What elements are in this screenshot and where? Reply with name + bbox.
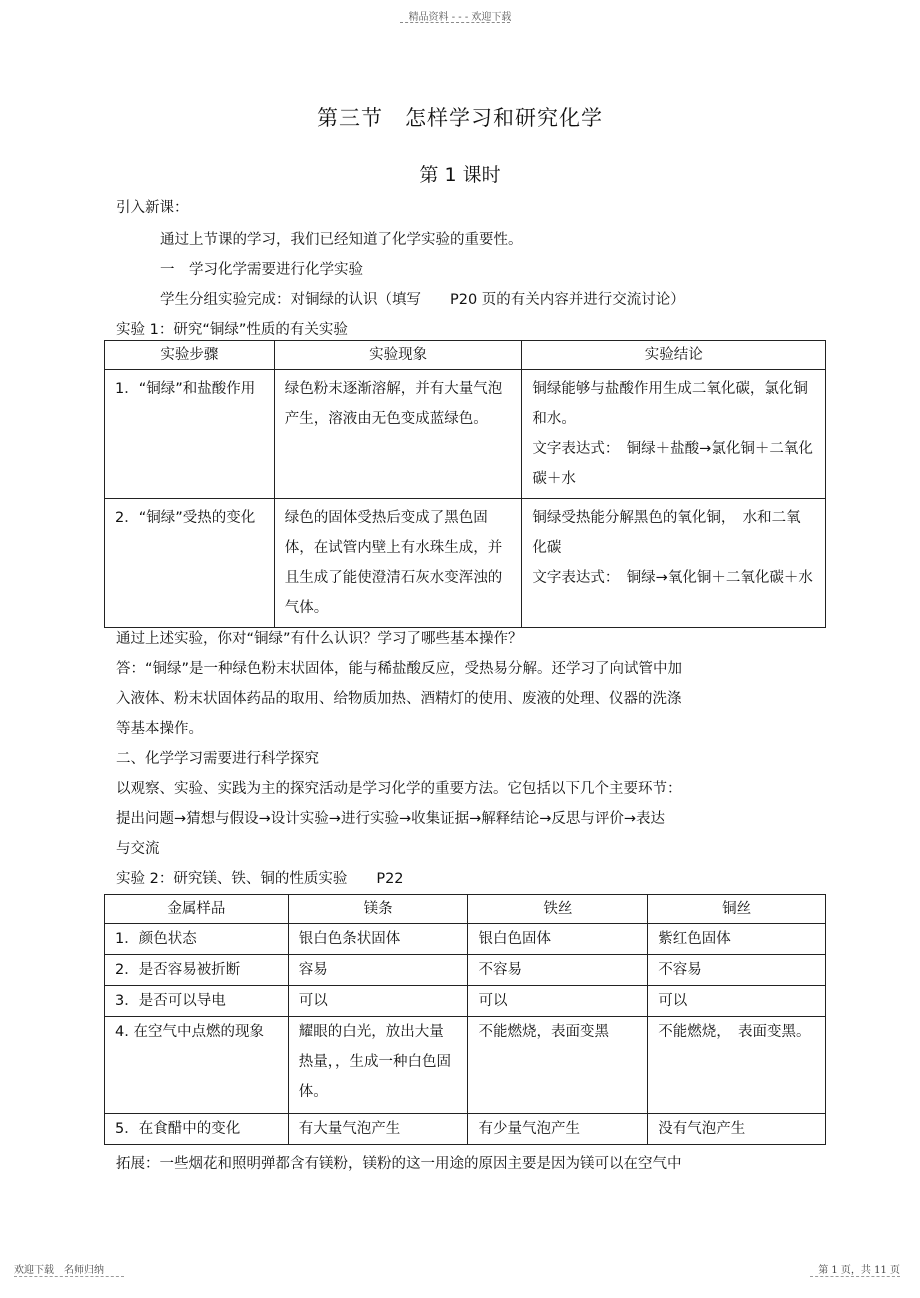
section-one-heading: 一 学习化学需要进行化学实验 [160,262,363,278]
table-header-row [105,895,826,924]
footer-divider-left [14,1276,124,1277]
table-cell: 不能燃烧，表面变黑 [468,1017,648,1114]
footer-left: 欢迎下载 名师归纳 [14,1265,104,1276]
table-row [105,1017,826,1114]
lesson-subtitle: 第 1 课时 [419,164,501,186]
column-header: 实验步骤 [105,341,275,370]
table-cell: 4. 在空气中点燃的现象 [105,1017,289,1114]
table-cell: 紫红色固体 [648,924,826,955]
column-header: 铁丝 [468,895,648,924]
answer-line-3: 等基本操作。 [116,721,203,737]
table-cell: 不容易 [648,955,826,986]
answer-line-2: 入液体、粉末状固体药品的取用、给物质加热、酒精灯的使用、废液的处理、仪器的洗涤 [116,691,682,707]
intro-label: 引入新课： [116,200,189,216]
table-cell: 有少量气泡产生 [468,1114,648,1145]
table-cell [522,370,826,499]
experiment-2-table [104,894,826,1145]
column-header: 金属样品 [105,895,289,924]
page-number: 第 1 页，共 11 页 [818,1265,900,1276]
word-equation: 文字表达式： 铜绿＋盐酸→氯化铜＋二氧化碳＋水 [532,441,813,487]
table-cell: 没有气泡产生 [648,1114,826,1145]
table-cell: 耀眼的白光，放出大量热量，，生成一种白色固体。 [288,1017,468,1114]
table-cell: 2．是否容易被折断 [105,955,289,986]
table-cell: 可以 [288,986,468,1017]
table-cell: 3．是否可以导电 [105,986,289,1017]
section-two-heading: 二、化学学习需要进行科学探究 [116,751,319,767]
table-row [105,924,826,955]
column-header: 镁条 [288,895,468,924]
column-header: 实验现象 [274,341,522,370]
experiment-1-caption: 实验 1：研究“铜绿”性质的有关实验 [116,322,348,338]
answer-line-1: 答：“铜绿”是一种绿色粉末状固体，能与稀盐酸反应，受热易分解。还学习了向试管中加 [116,661,683,677]
header-divider [400,22,510,23]
table-cell: 可以 [468,986,648,1017]
table-cell: 银白色条状固体 [288,924,468,955]
table-cell: 1．颜色状态 [105,924,289,955]
conclusion-text: 铜绿能够与盐酸作用生成二氧化碳，氯化铜和水。 [532,381,808,427]
table-cell: 绿色粉末逐渐溶解，并有大量气泡产生，溶液由无色变成蓝绿色。 [274,370,522,499]
header-banner: 精品资料 - - - 欢迎下载 [408,12,512,23]
table-cell [522,499,826,628]
table-cell: 不能燃烧， 表面变黑。 [648,1017,826,1114]
page-title: 第三节 怎样学习和研究化学 [317,106,603,130]
table-cell: 可以 [648,986,826,1017]
question-text: 通过上述实验，你对“铜绿”有什么认识？学习了哪些基本操作？ [116,631,523,647]
inquiry-steps: 提出问题→猜想与假设→设计实验→进行实验→收集证据→解释结论→反思与评价→表达 [116,811,666,827]
table-row [105,499,826,628]
conclusion-text: 铜绿受热能分解黑色的氧化铜， 水和二氧化碳 [532,510,801,556]
table-cell: 1．“铜绿”和盐酸作用 [105,370,275,499]
experiment-2-caption: 实验 2：研究镁、铁、铜的性质实验 P22 [116,871,404,887]
column-header: 铜丝 [648,895,826,924]
inquiry-intro: 以观察、实验、实践为主的探究活动是学习化学的重要方法。它包括以下几个主要环节： [116,781,682,797]
table-cell: 银白色固体 [468,924,648,955]
table-row [105,986,826,1017]
intro-text: 通过上节课的学习，我们已经知道了化学实验的重要性。 [160,232,523,248]
experiment-1-table [104,340,826,628]
inquiry-steps-cont: 与交流 [116,841,160,857]
column-header: 实验结论 [522,341,826,370]
table-row [105,955,826,986]
table-cell: 绿色的固体受热后变成了黑色固体，在试管内壁上有水珠生成，并且生成了能使澄清石灰水变浑浊的气体。 [274,499,522,628]
table-cell: 不容易 [468,955,648,986]
extension-text: 拓展：一些烟花和照明弹都含有镁粉，镁粉的这一用途的原因主要是因为镁可以在空气中 [116,1156,682,1172]
table-row [105,1114,826,1145]
table-cell: 5．在食醋中的变化 [105,1114,289,1145]
table-cell: 容易 [288,955,468,986]
table-header-row [105,341,826,370]
group-experiment-text: 学生分组实验完成：对铜绿的认识（填写 P20 页的有关内容并进行交流讨论） [160,292,685,308]
table-row [105,370,826,499]
table-cell: 有大量气泡产生 [288,1114,468,1145]
footer-divider-right [810,1276,900,1277]
table-cell: 2．“铜绿”受热的变化 [105,499,275,628]
word-equation: 文字表达式： 铜绿→氧化铜＋二氧化碳＋水 [532,570,813,586]
